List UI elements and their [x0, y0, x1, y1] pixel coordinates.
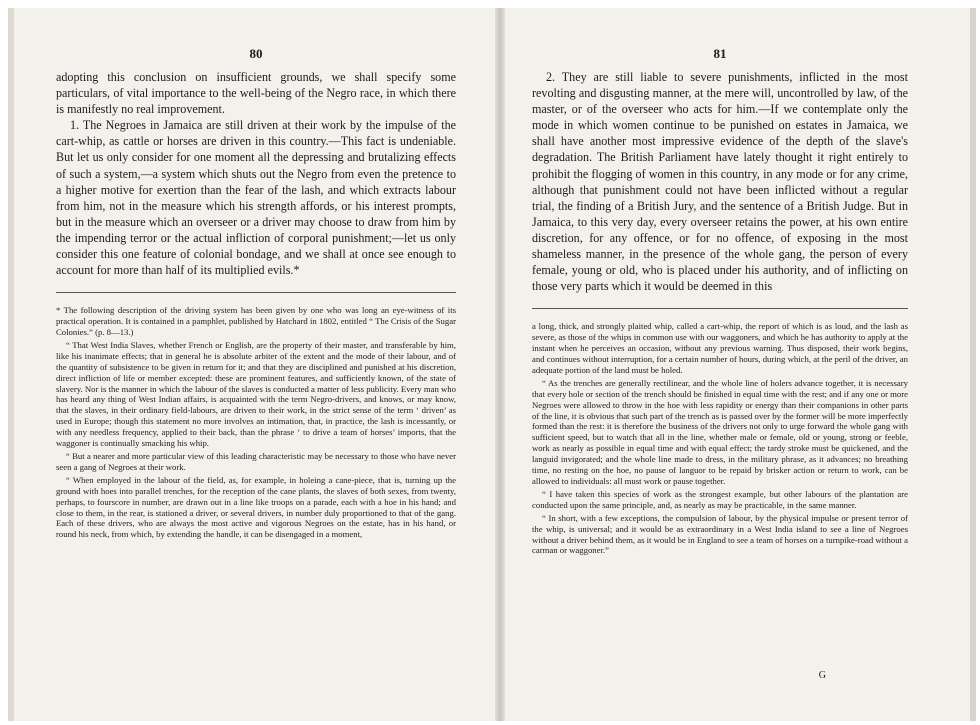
footnote-rule-left	[56, 292, 456, 293]
left-main-text	[56, 69, 456, 278]
footnote-paragraph: “ That West India Slaves, whether French or English, are the property of their master, and transferable by him, like his inanimate effects; that in general he is absolute arbiter of the extent and the mode of their labour, and of the quantity of subsistence to be given in return for it; and that they are disciplined and punished at his discretion, direct infliction of life or member excepted: these are prominent features, and sufficiently known, of the state of slavery. Nor is the manner in which the labour of the slaves is conducted a matter of less publicity. Every man who has heard any thing of West Indian affairs, is acquainted with the term Negro-drivers, and knows, or may know, that the slaves, in their ordinary field-labours, are driven to their work, in the strict sense of the term ‘ driven’ as used in Europe; though this statement no more involves an intimation, that, in practice, the lash is incessantly, or with any needless frequency, applied to their back, than the phrase ‘ to drive a team of horses’ imports, that the waggoner is continually smacking his whip.	[56, 339, 456, 449]
footnote-paragraph: “ I have taken this species of work as the strongest example, but other labours of the plantation are conducted upon the same principle, and, as nearly as may be practicable, in the same manner.	[532, 488, 908, 510]
left-page	[56, 8, 456, 721]
page-number-left: 80	[249, 46, 263, 61]
footnote-paragraph: “ As the trenches are generally rectilinear, and the whole line of holers advance together, it is necessary that every hole or section of the trench should be finished in equal time with the rest; and if any one or more Negroes were allowed to throw in the hoe with less rapidity or energy than their companions in other parts of the line, it is obvious that such part of the trench as is passed over by the former will be more imperfectly formed than the rest: it is therefore the business of the drivers not only to urge forward the whole gang with sufficient speed, but to watch that all in the line, whether male or female, old or young, strong or feeble, work as nearly as possible in equal time and with equal effect; the tardy stroke must be quickened, and the languid invigorated; and the whole line made to dress, in the military phrase, as it advances; no breathing time, no resting on the hoe, no pause of languor to be repaid by brisker action or return to work, can be allowed to individuals: all must work or pause together.	[532, 377, 908, 486]
book-spread	[8, 8, 976, 721]
right-page	[532, 8, 908, 721]
footnote-rule-right	[532, 308, 908, 309]
footnote-paragraph: “ But a nearer and more particular view of this leading characteristic may be necessary to those who have never seen a gang of Negroes at their work.	[56, 451, 456, 472]
left-paragraph: 1. The Negroes in Jamaica are still driven at their work by the impulse of the cart-whip, as cattle or horses are driven in this country.—This fact is undeniable. But let us only consider for one moment all the depressing and brutalizing effects of such a system,—a system which shuts out the Negro from even the pretence to a higher motive for exertion than the fear of the lash, and which extracts labour from him, not in the measure which his strength affords, or his interest prompts, but in the measure which an overseer or a driver may choose to draw from him by the impending terror or the actual infliction of corporal punishment;—let us only consider this one feature of colonial bondage, and we shall at once see enough to account for more than half of its multiplied evils.*	[56, 118, 456, 278]
right-main-text	[532, 69, 908, 294]
left-footnote	[56, 305, 456, 540]
page-edge-left	[8, 8, 14, 721]
signature-mark: G	[818, 670, 826, 681]
page-number-right: 81	[713, 46, 727, 61]
left-paragraph: adopting this conclusion on insufficient grounds, we shall specify some particulars, of vital importance to the well-being of the Negro race, in which there is manifestly no real improvement.	[56, 70, 456, 117]
right-footnote	[532, 321, 908, 556]
footnote-paragraph: a long, thick, and strongly plaited whip, called a cart-whip, the report of which is as loud, and the lash as severe, as those of the whips in common use with our waggoners, and which he has authority to apply at the instant when he perceives an occasion, without any previous warning. Thus disposed, their work begins, and continues without interruption, for a certain number of hours, during which, at the peril of the driver, an adequate portion of the land must be holed.	[532, 321, 908, 375]
footnote-paragraph: “ When employed in the labour of the field, as, for example, in holeing a cane-piece, that is, turning up the ground with hoes into parallel trenches, for the reception of the cane plants, the slaves of both sexes, from twenty, perhaps, to fourscore in number, are drawn out in a line like troops on a parade, each with a hoe in his hand; and close to them, in the rear, is stationed a driver, or several drivers, in number duly proportioned to that of the gang. Each of these drivers, who are always the most active and vigorous Negroes on the estate, has in his hand, or round his neck, from which, by extending the handle, it can be disengaged in a moment,	[56, 474, 456, 540]
page-edge-right	[970, 8, 976, 721]
footnote-paragraph: “ In short, with a few exceptions, the compulsion of labour, by the physical impulse or present terror of the whip, is universal; and it would be as extraordinary in a West India island to see a line of Negroes without a driver behind them, as it would be in England to see a team of horses on a turnpike-road without a carman or waggoner.”	[532, 512, 908, 556]
footnote-paragraph: * The following description of the driving system has been given by one who was long an eye-witness of its practical operation. It is contained in a pamphlet, published by Hatchard in 1802, entitled “ The Crisis of the Sugar Colonies.” (p. 8—13.)	[56, 305, 456, 338]
right-paragraph: 2. They are still liable to severe punishments, inflicted in the most revolting and disgusting manner, at the mere will, uncontrolled by law, of the master, or of the overseer who acts for him.—If we contemplate only the mode in which women continue to be punished on estates in Jamaica, we shall have another most impressive evidence of the depth of the slave's degradation. The British Parliament have lately thought it right entirely to prohibit the flogging of women in this country, in any mode or for any crime, although that punishment could not have been inflicted without a regular trial, the finding of a British Jury, and the sentence of a British Judge. But in Jamaica, to this very day, every overseer retains the power, at his own entire discretion, for any offence, or for no offence, of exposing in the most shameless manner, in the presence of the whole gang, the person of every female, young or old, who is placed under his authority, and of inflicting on those very parts which it would be deemed in this	[532, 70, 908, 294]
book-gutter	[495, 8, 505, 721]
